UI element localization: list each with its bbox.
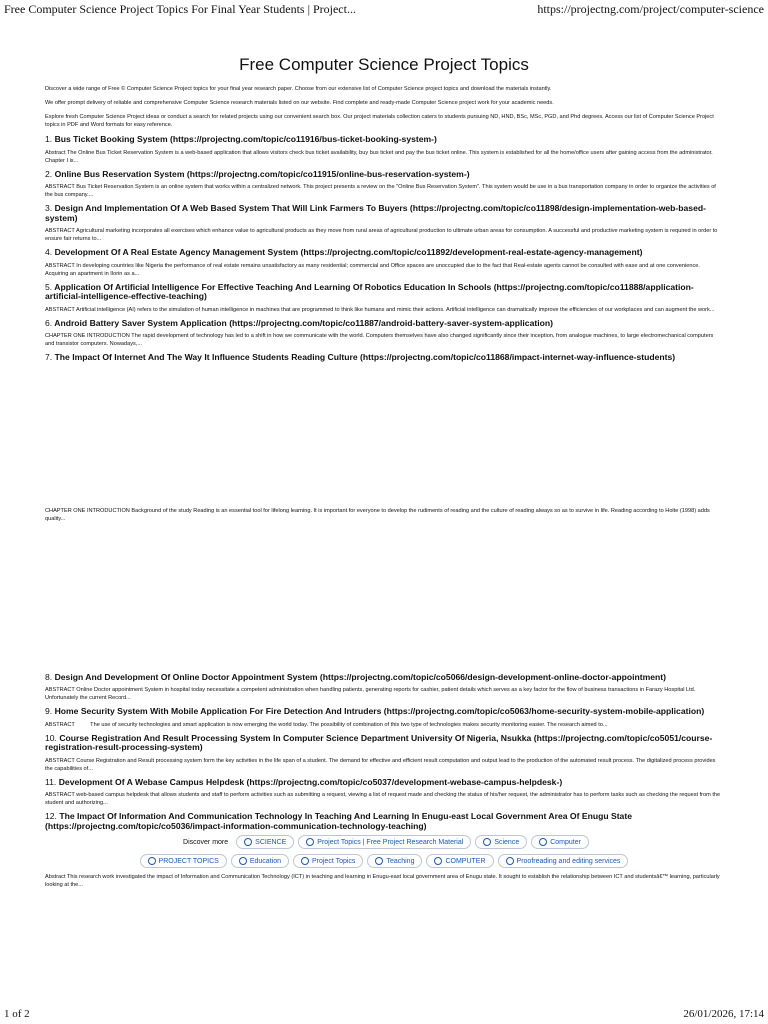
topic-number: 1. bbox=[45, 134, 53, 144]
topic-title[interactable]: Online Bus Reservation System (https://projectng.com/topic/co11915/online-bus-reservation-system-) bbox=[54, 168, 470, 179]
chip-label: SCIENCE bbox=[255, 838, 287, 846]
blank-ad-space bbox=[45, 528, 723, 673]
discover-chip[interactable] bbox=[293, 854, 363, 868]
topic-link[interactable] bbox=[45, 673, 723, 683]
topic-link[interactable] bbox=[45, 319, 723, 329]
search-icon bbox=[506, 857, 514, 865]
search-icon bbox=[239, 857, 247, 865]
print-datetime: 26/01/2026, 17:14 bbox=[683, 1008, 764, 1020]
topic-link[interactable] bbox=[45, 812, 723, 831]
topic-title[interactable]: Course Registration And Result Processing System In Computer Science Department University Of Nigeria, Nsukka (https://projectng.com/topic/co5051/course-registration-result-processing-system) bbox=[45, 732, 713, 752]
search-icon bbox=[148, 857, 156, 865]
blank-ad-space bbox=[45, 367, 723, 507]
topic-abstract: CHAPTER ONE INTRODUCTION Background of the study Reading is an essential tool for lifelong learning. It is important for everyone to develop the rudiments of reading and the culture of reading always so as to survive in life. Reading according to Holte (1998) adds quality... bbox=[45, 507, 710, 522]
search-icon bbox=[301, 857, 309, 865]
topic-abstract: ABSTRACT Course Registration and Result processing system form the key activities in the life span of a student. The demand for effective and efficient result computation and output lead to the production of the automated result process. The digitalized process provides the capabilities of... bbox=[45, 757, 716, 772]
topic-item bbox=[45, 707, 723, 729]
topic-number: 5. bbox=[45, 281, 53, 292]
topic-abstract: ABSTRACT The use of security technologies and smart application is now emerging the world today. The possibility of combination of this two type of technologies makes security monitoring easier. The research aimed to... bbox=[45, 721, 608, 728]
intro-paragraph: We offer prompt delivery of reliable and comprehensive Computer Science research materials listed on our website. Find complete and ready-made Computer Science project work for your academic needs. bbox=[45, 100, 554, 106]
topic-item bbox=[45, 135, 723, 165]
print-footer bbox=[4, 1006, 764, 1020]
topic-title[interactable]: Android Battery Saver System Application (https://projectng.com/topic/co11887/android-battery-saver-system-application) bbox=[54, 317, 553, 328]
topic-title[interactable]: Bus Ticket Booking System (https://projectng.com/topic/co11916/bus-ticket-booking-system-) bbox=[54, 134, 437, 144]
topic-link[interactable] bbox=[45, 707, 723, 717]
topic-item bbox=[45, 283, 723, 314]
topic-number: 3. bbox=[45, 203, 53, 213]
discover-chip[interactable] bbox=[236, 835, 294, 849]
topic-number: 2. bbox=[45, 168, 53, 179]
topic-abstract: Abstract The Online Bus Ticket Reservation System is a web-based application that allows visitors check bus ticket availability, buy bus ticket and pay the bus ticket online. This system is established for all the home/office users after gaining access from the administrator. Chapter I is... bbox=[45, 149, 713, 164]
discover-more-bar bbox=[45, 854, 723, 868]
chip-label: PROJECT TOPICS bbox=[158, 857, 219, 865]
print-url: https://projectng.com/project/computer-science bbox=[537, 2, 764, 16]
topic-number: 6. bbox=[45, 317, 53, 328]
discover-more-label: Discover more bbox=[183, 838, 229, 846]
print-header bbox=[4, 2, 764, 18]
discover-more-bar bbox=[45, 835, 723, 849]
topic-number: 8. bbox=[45, 671, 53, 682]
topic-number: 7. bbox=[45, 352, 53, 362]
discover-chip[interactable] bbox=[426, 854, 493, 868]
intro-paragraph: Explore fresh Computer Science Project ideas or conduct a search for related projects using our convenient search box. Our project materials collection caters to students pursuing ND, HND, BSc, MSc, PGD, and Phd degrees. Access our list of Computer Science Project topics in PDF and Word formats for easy reference. bbox=[45, 114, 714, 128]
topic-abstract: CHAPTER ONE INTRODUCTION The rapid development of technology has led to a shift in how we communicate with the world. Computers themselves have also changed significantly since their inception, from analogue machines, to large electromechanical computers and transistor computers. Nowadays,... bbox=[45, 333, 714, 347]
search-icon bbox=[434, 857, 442, 865]
topic-link[interactable] bbox=[45, 248, 723, 258]
topic-link[interactable] bbox=[45, 170, 723, 180]
topic-item bbox=[45, 812, 723, 889]
chip-label: Education bbox=[249, 857, 281, 865]
topic-abstract: ABSTRACT In developing countries like Nigeria the performance of real estate remains unsatisfactory as many residential; commercial and Office spaces are unoccupied due to the fact that Real-estate agents cannot be consulted with ease and at one convenience. Acquiring an apartment in Ilorin as a... bbox=[45, 262, 700, 277]
topic-item bbox=[45, 248, 723, 278]
topic-link[interactable] bbox=[45, 135, 723, 145]
topic-item bbox=[45, 734, 723, 773]
topic-item bbox=[45, 170, 723, 200]
search-icon bbox=[306, 838, 314, 846]
search-icon bbox=[483, 838, 491, 846]
discover-chip[interactable] bbox=[475, 835, 527, 849]
topic-item bbox=[45, 353, 723, 673]
discover-chip[interactable] bbox=[498, 854, 629, 868]
topic-abstract: ABSTRACT Bus Ticket Reservation System is an online system that works within a centralized network. This project presents a review on the "Online Bus Reservation System". This system would be use in a bus transportation company in order to organize the activities of the bus company.... bbox=[45, 184, 716, 198]
search-icon bbox=[539, 838, 547, 846]
page-number: 1 of 2 bbox=[4, 1008, 30, 1020]
topic-link[interactable] bbox=[45, 204, 723, 223]
chip-label: Teaching bbox=[386, 857, 415, 865]
chip-label: Science bbox=[494, 838, 520, 846]
topic-title[interactable]: Design And Development Of Online Doctor Appointment System (https://projectng.com/topic/co5066/design-development-online-doctor-appointment) bbox=[54, 671, 667, 682]
topic-number: 11. bbox=[45, 776, 57, 787]
intro-paragraph: Discover a wide range of Free © Computer Science Project topics for your final year research paper. Choose from our extensive list of Computer Science project topics and download the materials instantly. bbox=[45, 86, 552, 92]
discover-chip[interactable] bbox=[298, 835, 471, 849]
topic-number: 9. bbox=[45, 706, 53, 716]
topic-link[interactable] bbox=[45, 353, 723, 363]
topic-link[interactable] bbox=[45, 283, 723, 302]
topic-item bbox=[45, 673, 723, 703]
chip-label: Project Topics bbox=[311, 857, 356, 865]
chip-label: Project Topics | Free Project Research Material bbox=[317, 838, 464, 846]
topic-title[interactable]: The Impact Of Internet And The Way It Influence Students Reading Culture (https://projectng.com/topic/co11868/impact-internet-way-influence-students) bbox=[54, 352, 676, 362]
topic-link[interactable] bbox=[45, 734, 723, 753]
topic-number: 12. bbox=[45, 811, 57, 821]
discover-chip[interactable] bbox=[140, 854, 227, 868]
topic-item bbox=[45, 319, 723, 349]
search-icon bbox=[375, 857, 383, 865]
topic-title[interactable]: Development Of A Webase Campus Helpdesk (https://projectng.com/topic/co5037/development-webase-campus-helpdesk-) bbox=[58, 776, 563, 787]
topic-number: 4. bbox=[45, 247, 53, 257]
discover-chip[interactable] bbox=[367, 854, 422, 868]
topic-title[interactable]: Design And Implementation Of A Web Based System That Will Link Farmers To Buyers (https://projectng.com/topic/co11898/design-implementation-web-based-system) bbox=[45, 203, 706, 223]
chip-label: Proofreading and editing services bbox=[516, 857, 621, 865]
topic-abstract: ABSTRACT web-based campus helpdesk that allows students and staff to perform activities such as submitting a request, viewing a list of request made and checking the status of his/her request, the administrator has to perform tasks such as checking the request from the student and authorizing... bbox=[45, 792, 721, 806]
topic-item bbox=[45, 778, 723, 808]
topic-number: 10. bbox=[45, 732, 57, 743]
chip-label: COMPUTER bbox=[445, 857, 486, 865]
topic-link[interactable] bbox=[45, 778, 723, 788]
discover-chip[interactable] bbox=[531, 835, 589, 849]
topic-item bbox=[45, 204, 723, 243]
topic-abstract: ABSTRACT Artificial intelligence (AI) refers to the simulation of human intelligence in machines that are programmed to think like humans and mimic their actions. Artificial intelligence can dramatically improve the efficiencies of our workplaces and can augment the work... bbox=[45, 306, 715, 313]
topic-title[interactable]: The Impact Of Information And Communication Technology In Teaching And Learning In Enugu-east Local Government Area Of Enugu State (https://projectng.com/topic/co5036/impact-information-communication-technology-teaching) bbox=[45, 811, 632, 831]
page-title: Free Computer Science Project Topics bbox=[239, 55, 529, 74]
topic-title[interactable]: Application Of Artificial Intelligence For Effective Teaching And Learning Of Robotics Education In Schools (https://projectng.com/topic/co11888/application-artificial-intelligence-effective-teaching) bbox=[45, 281, 694, 301]
search-icon bbox=[244, 838, 252, 846]
topic-abstract: Abstract This research work investigated the impact of Information and Communication Technology (ICT) in teaching and learning in Enugu-east local government area of Enugu state. It sought to establish the relationship between ICT and studentsâ€™ learning, particularly looking at the... bbox=[45, 874, 720, 888]
discover-chip[interactable] bbox=[231, 854, 289, 868]
chip-label: Computer bbox=[550, 838, 581, 846]
topic-title[interactable]: Home Security System With Mobile Application For Fire Detection And Intruders (https://projectng.com/topic/co5063/home-security-system-mobile-application) bbox=[54, 706, 705, 716]
topic-abstract: ABSTRACT Agricultural marketing incorporates all exercises which enhance value to agricultural products as they move from rural areas of agricultural production to ultimate urban areas for consumption. A successful and productive marketing system is required in order to ensure fair returns to... bbox=[45, 228, 718, 242]
print-title: Free Computer Science Project Topics For Final Year Students | Project... bbox=[4, 2, 356, 16]
document-content bbox=[45, 55, 723, 894]
topic-abstract: ABSTRACT Online Doctor appointment System in hospital today necessitate a competent administration when handling patients, generating reports for cashier, patient details which serves as a key factor for the flow of business transactions in Farazy Hospital Ltd. Unfortunately the current Record... bbox=[45, 687, 696, 701]
topic-title[interactable]: Development Of A Real Estate Agency Management System (https://projectng.com/topic/co11892/development-real-estate-agency-management) bbox=[54, 247, 643, 257]
